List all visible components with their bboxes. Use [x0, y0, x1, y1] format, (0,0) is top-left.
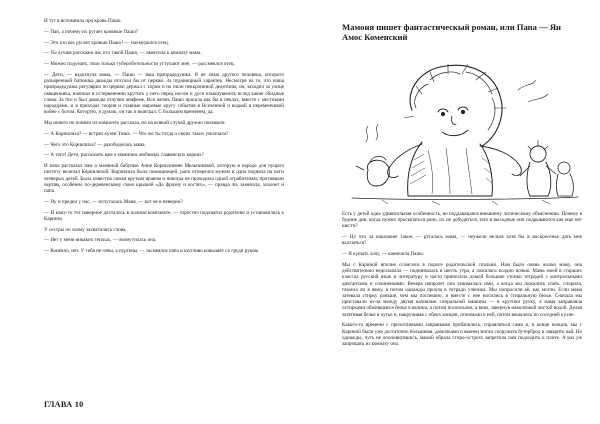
paragraph: — А Корнилиха? — встрял кузен Тиша. — Что же ты тогда о своих таких умолчала? [44, 130, 229, 137]
left-page-text [44, 18, 284, 259]
paragraph: — Пап, а почему их ругает кровные Пашо? [44, 28, 139, 35]
paragraph: — Чего это Корнилиха? — разобиделась мама. [44, 141, 146, 148]
paragraph: — Это кто вас ругает кровью Пашо? — нахмурился отец. [44, 39, 170, 46]
paragraph: Мы ничего не поняли из мамиоего рассказа, но на всякий случай дружно покивали. [44, 120, 226, 126]
sketch-illustration [342, 50, 582, 208]
paragraph: — Ну что за наказание такое, — ругалась мама, — неужели нельзя хотя бы в воскресенье дать мне выспаться? [342, 234, 582, 247]
paragraph: Какого-то времени с прихотливыми заправками пробачились, справляться сами и, в конце концов, мы с Кариной были уже достаточно большими, домочками и вконец могли сооружать бутерброд и заварить чай. Но однажды, чуть не ополовнувшись, мамой обрала стиро-острого запретила нам подходить к плите. А раз уж запрещать из комнату она. [342, 322, 582, 348]
paragraph: И папа рассказал нам о маминой бабушке Анне Корнилиевне Мельниковой, которую в народе для пущего пистету величал Корнилихой. Корнилиха была помощницей, рано отперелся мужем и одна подняла на ноги четверых детей. Была известна своим крутым нравом и никогда не проходила одной ограбителям, противным чертям, особенно по-деревенскому свою крышей «До фразну и костях», — правда ли, замечала, хохочет и папа. [44, 163, 284, 194]
paragraph: — Дети, — вздохнула мама, — Пашо — ваш прапрадедушка. Я не знаю другого человека, которого разъяренный батюшка дважды отлучал бы от церкви. За чудовищный характер. Несмотря на то, что наша прапрадедушка регулярно по церкви держал с хором и на пили пеккрониной дедотины, он, заходил за улице священника, начинал в остервенении крутить у него перед носом и дуги изыкиувенить вслед какие обидные слова. За что и был дважды отлучен анафеме. Вся жизнь Пашо прошла как бы в пеклах, вместе с местными народцами, и в приходах теория и главные мировые кругу события в Вселенной и водкой в переменчивой войне с богом. Которую, я думаю, он так и выиграл. С большим временем, да. [44, 71, 284, 116]
paragraph: — И кому-то тот наверное досталось в полном комплекте, — горестно подхватил родителю и установились к Карнику. [44, 209, 284, 222]
right-page-header [342, 22, 582, 46]
paragraph: — Я кушать хочу, — канючила Пашо. [342, 251, 425, 258]
paragraph: У сестры по злому захватились слова. [44, 226, 127, 233]
chapter-title: Мамоня пишет фантастическый роман, или Папа — Ян Амос Коменский [342, 22, 561, 42]
paragraph: — Нет у меня никаких теплых, — возмутилась она. [44, 237, 157, 244]
paragraph: Мы с Кариной вполне ссомсели в пороге родительской спальни. Нам было очень жалко маму, она действительно недосыпала — поднималась в шесть утра, а ложилась поздно ночью. Мама моей в старших классах русский язык и литературу и часто приносила домой большие стопки тетрадей с контрольными диктантами и сочинениями. Вечера напролет она занималась ими, а когда мы ложились спать, спорила, глазела ли я вяжу, я потом однажды прочла в тетради ученика. Мы попросили её, как могли. Если мама затевала стирку раньше, чем мы поспешно, и вместе с нее носились в стиральную белье. Сначала мы приставали из-за между двумя валиками спиральной машины — в крутили ручку, а мама заправляла остирками обжившиеся белье в валики, а потом поскользни, а вниз, завернув наволочкой чистой водой. Делая затягивая белье в чутье и, накручивая с обеих концов, отжимали к ней, потом вешались по соседней кухне. [342, 262, 582, 318]
right-page [300, 0, 600, 424]
paragraph: — Можно подумать, твои только тубероботельности уступают мне, — рассмеялся отец. [44, 61, 235, 68]
paragraph: — А того! Дети, рассказать вам о мамином любимых славянских корнях? [44, 152, 204, 159]
paragraph: Есть у детей одна удивительная особенность, не поддающаяся внешнему логическому объяснению. Почему в будние дни, когда нужно просыпаться рано, их не добудиться, зато в выходные они подрываются как еще нет шести? [342, 211, 582, 230]
right-page-text [342, 211, 582, 352]
paragraph: — Ты лучше расскажи им, кто такой Пашо, — заметила к комнату мама. [44, 50, 202, 57]
chapter-heading: ГЛАВА 10 [44, 400, 84, 409]
paragraph: — Конечно, нет. У тебя не гены, а пургены, — засмеялся папа и шутливо ковыляет со груди рукою. [44, 248, 260, 255]
paragraph: И тут я вспомнила про кровь Пашо. [44, 18, 122, 24]
chapter-illustration [342, 50, 582, 208]
paragraph: — Ну и предки у нас, — испугалась Маня, — вот не в неверии? [44, 198, 183, 205]
